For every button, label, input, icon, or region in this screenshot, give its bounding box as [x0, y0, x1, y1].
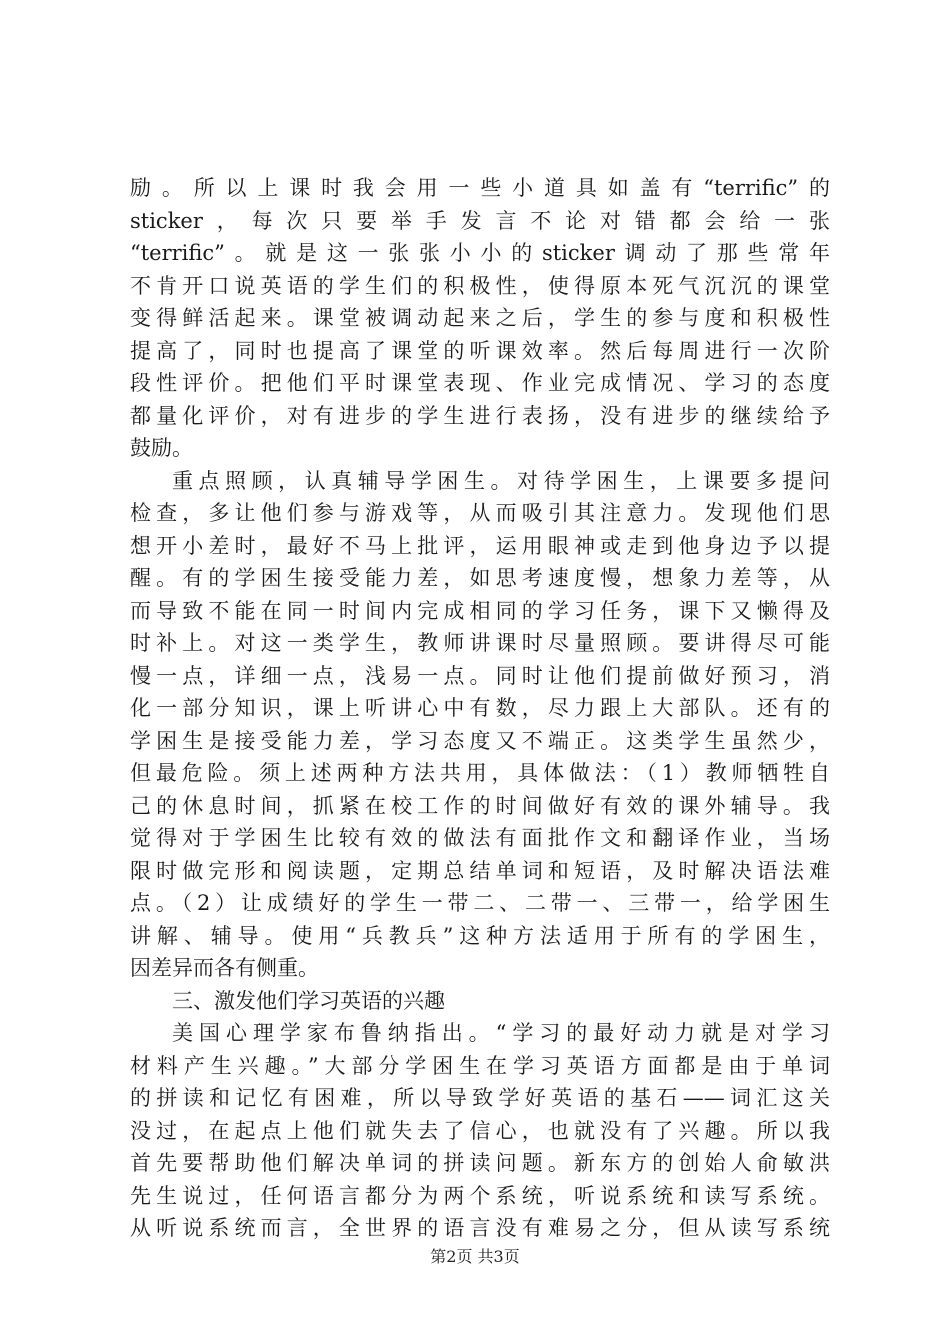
text-line: 提高了，同时也提高了课堂的听课效率。然后每周进行一次阶 — [130, 338, 830, 363]
text-line: sticker，每次只要举手发言不论对错都会给一张 — [130, 208, 830, 233]
text-line: 从听说系统而言，全世界的语言没有难易之分，但从读写系统 — [130, 1216, 830, 1240]
text-line: 材料产生兴趣。”大部分学困生在学习英语方面都是由于单词 — [130, 1053, 830, 1078]
text-line: 讲解、辅导。使用“兵教兵”这种方法适用于所有的学困生， — [130, 923, 830, 948]
text-line: 醒。有的学困生接受能力差，如思考速度慢，想象力差等，从 — [130, 566, 830, 590]
text-line: 鼓励。 — [130, 436, 193, 460]
text-line: 而导致不能在同一时间内完成相同的学习任务，课下又懒得及 — [130, 598, 830, 623]
text-line: 时补上。对这一类学生，教师讲课时尽量照顾。要讲得尽可能 — [130, 631, 830, 655]
text-line: 觉得对于学困生比较有效的做法有面批作文和翻译作业，当场 — [130, 826, 830, 850]
text-line: 没过，在起点上他们就失去了信心，也就没有了兴趣。所以我 — [130, 1118, 830, 1143]
text-line: 首先要帮助他们解决单词的拼读问题。新东方的创始人俞敏洪 — [130, 1151, 830, 1175]
text-line: “terrific”。就是这一张张小小的sticker调动了那些常年 — [130, 241, 830, 265]
text-line: 点。（2）让成绩好的学生一带二、二带一、三带一，给学困生 — [130, 891, 830, 915]
text-line: 但最危险。须上述两种方法共用，具体做法：（1）教师牺牲自 — [130, 761, 830, 785]
text-line: 先生说过，任何语言都分为两个系统，听说系统和读写系统。 — [130, 1183, 830, 1208]
text-line: 励。所以上课时我会用一些小道具如盖有“terrific”的 — [130, 176, 830, 200]
document-body — [130, 172, 830, 1245]
text-line: 限时做完形和阅读题，定期总结单词和短语，及时解决语法难 — [130, 858, 830, 883]
paragraph-first-line: 重点照顾，认真辅导学困生。对待学困生，上课要多提问 — [172, 468, 830, 493]
text-line: 检查，多让他们参与游戏等，从而吸引其注意力。发现他们思 — [130, 501, 830, 525]
text-line: 都量化评价，对有进步的学生进行表扬，没有进步的继续给予 — [130, 403, 830, 428]
text-line: 因差异而各有侧重。 — [130, 956, 319, 980]
section-heading: 三、激发他们学习英语的兴趣 — [172, 988, 445, 1013]
text-line: 学困生是接受能力差，学习态度又不端正。这类学生虽然少， — [130, 728, 830, 753]
text-line: 不肯开口说英语的学生们的积极性，使得原本死气沉沉的课堂 — [130, 273, 830, 298]
text-line: 己的休息时间，抓紧在校工作的时间做好有效的课外辅导。我 — [130, 793, 830, 818]
paragraph-first-line: 美国心理学家布鲁纳指出。“学习的最好动力就是对学习 — [172, 1021, 830, 1045]
text-line: 变得鲜活起来。课堂被调动起来之后，学生的参与度和积极性 — [130, 306, 830, 330]
text-line: 化一部分知识，课上听讲心中有数，尽力跟上大部队。还有的 — [130, 696, 830, 720]
text-line: 慢一点，详细一点，浅易一点。同时让他们提前做好预习，消 — [130, 663, 830, 688]
text-line: 的拼读和记忆有困难，所以导致学好英语的基石——词汇这关 — [130, 1086, 830, 1110]
text-line: 段性评价。把他们平时课堂表现、作业完成情况、学习的态度 — [130, 371, 830, 395]
page-number-footer: 第2页 共3页 — [430, 1247, 520, 1266]
text-line: 想开小差时，最好不马上批评，运用眼神或走到他身边予以提 — [130, 533, 830, 558]
